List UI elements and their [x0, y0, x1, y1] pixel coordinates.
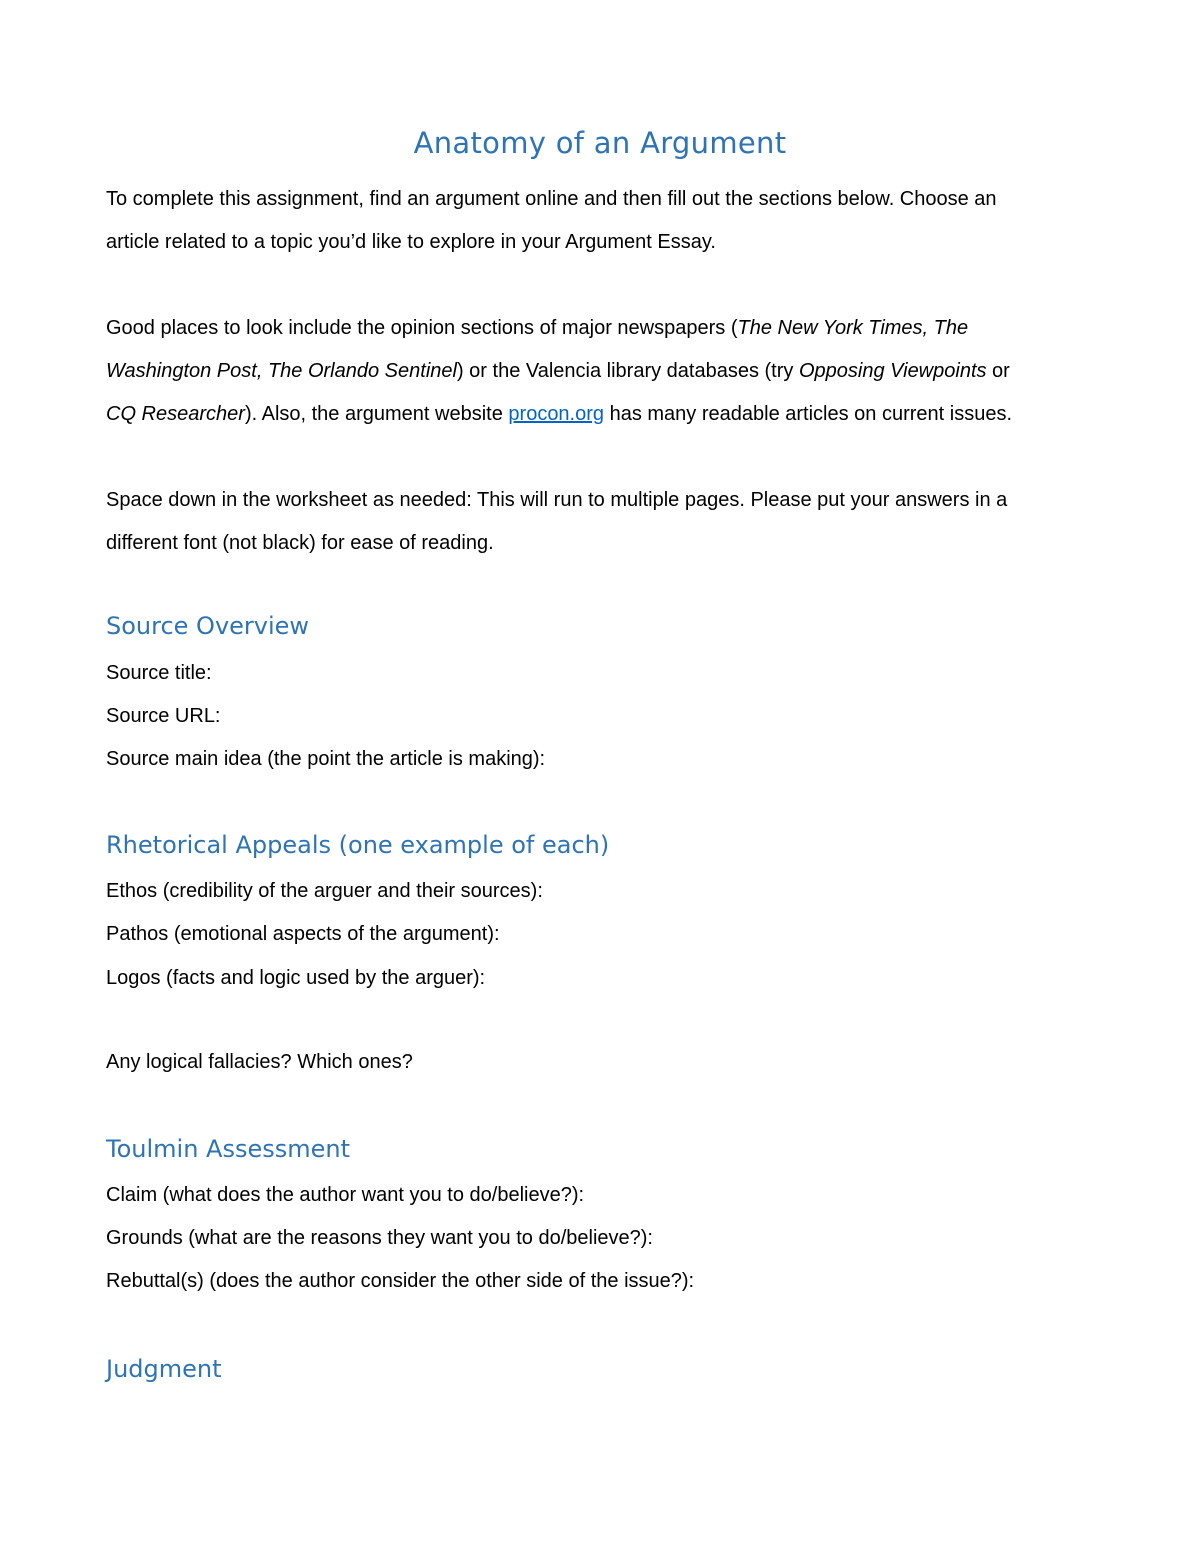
instructions-paragraph: [106, 479, 1096, 565]
places-paragraph: [106, 307, 1096, 436]
places-line-1: [106, 307, 1096, 350]
places-line-2: [106, 350, 1096, 393]
intro-line-2: article related to a topic you’d like to explore in your Argument Essay.: [106, 231, 716, 253]
rhetorical-appeals-heading: Rhetorical Appeals (one example of each): [106, 831, 610, 859]
fallacies-field: Any logical fallacies? Which ones?: [106, 1051, 413, 1073]
places-text: ). Also, the argument website: [244, 403, 509, 425]
newspaper-names: The New York Times, The: [737, 317, 969, 339]
source-title-field: Source title:: [106, 662, 212, 684]
database-name-cq: CQ Researcher: [106, 403, 245, 425]
places-text: or: [986, 360, 1010, 382]
pathos-field: Pathos (emotional aspects of the argument):: [106, 923, 500, 945]
logos-field: Logos (facts and logic used by the arguer):: [106, 967, 486, 989]
source-overview-heading: Source Overview: [106, 612, 310, 640]
procon-link[interactable]: procon.org: [508, 403, 605, 425]
toulmin-heading: Toulmin Assessment: [106, 1135, 350, 1163]
rebuttal-field: Rebuttal(s) (does the author consider the other side of the issue?):: [106, 1270, 695, 1292]
page-title: Anatomy of an Argument: [413, 126, 787, 160]
places-text: Good places to look include the opinion sections of major newspapers (: [106, 317, 738, 339]
places-text: ) or the Valencia library databases (try: [456, 360, 799, 382]
places-line-3: [106, 393, 1096, 436]
intro-paragraph: [106, 178, 1096, 264]
ethos-field: Ethos (credibility of the arguer and their sources):: [106, 880, 543, 902]
grounds-field: Grounds (what are the reasons they want you to do/believe?):: [106, 1227, 653, 1249]
source-main-idea-field: Source main idea (the point the article is making):: [106, 748, 546, 770]
database-name: Opposing Viewpoints: [798, 360, 987, 382]
judgment-heading: Judgment: [106, 1355, 222, 1383]
intro-line-1: To complete this assignment, find an argument online and then fill out the sections below. Choose an: [106, 188, 997, 210]
newspaper-names-cont: Washington Post, The Orlando Sentinel: [106, 360, 457, 382]
instructions-line-1: Space down in the worksheet as needed: This will run to multiple pages. Please put your answers in a: [106, 489, 1008, 511]
source-url-field: Source URL:: [106, 705, 221, 727]
instructions-line-2: different font (not black) for ease of reading.: [106, 532, 494, 554]
claim-field: Claim (what does the author want you to do/believe?):: [106, 1184, 585, 1206]
places-text: has many readable articles on current issues.: [604, 403, 1013, 425]
